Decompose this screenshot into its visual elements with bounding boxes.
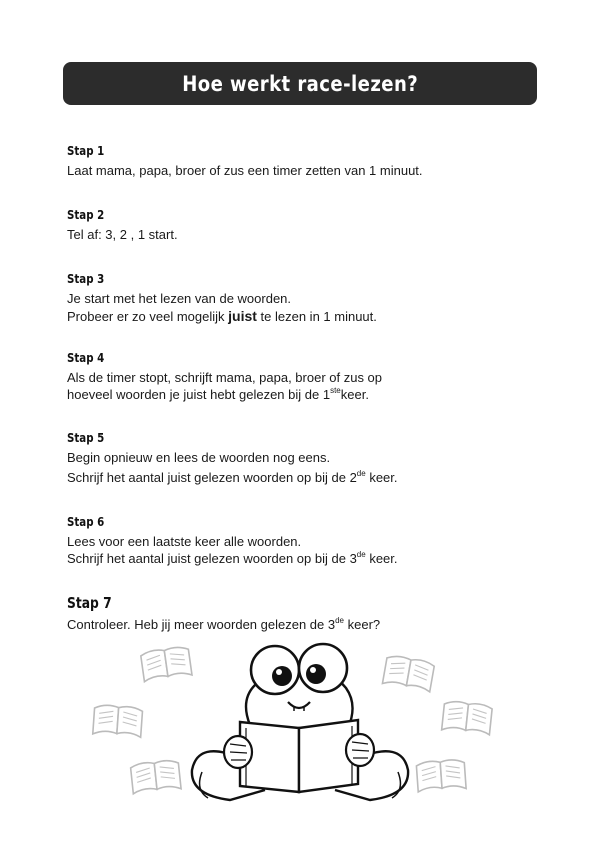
step-text: Je start met het lezen van de woorden. [67,291,292,306]
step-text: Tel af: 3, 2 , 1 start. [67,227,178,242]
step-label: Stap 4 [67,350,105,365]
step-label: Stap 2 [67,207,105,222]
step-text: Als de timer stopt, schrijft mama, papa, broer of zus op [67,370,383,385]
step-label: Stap 3 [67,271,105,286]
page-title: Hoe werkt race-lezen? [182,71,418,96]
title-banner [63,62,537,105]
reading-character-icon [90,640,510,815]
open-book-icon [140,646,192,682]
step-text-2: Probeer er zo veel mogelijk juist te lezen in 1 minuut. [67,308,377,324]
open-book-icon [93,704,143,737]
step-2 [67,207,537,243]
step-text-2: Schrijf het aantal juist gelezen woorden op bij de 3de keer. [67,550,398,566]
step-6 [67,514,537,567]
step-3 [67,271,537,325]
step-5 [67,430,537,486]
step-1 [67,143,537,179]
step-label: Stap 6 [67,514,105,529]
open-book-icon [382,654,434,691]
step-7 [67,594,537,633]
step-text: Lees voor een laatste keer alle woorden. [67,534,302,549]
open-book-icon [130,759,181,793]
step-4 [67,350,537,403]
step-text-2: Schrijf het aantal juist gelezen woorden op bij de 2de keer. [67,469,398,485]
step-text-2: hoeveel woorden je juist hebt gelezen bij de 1stekeer. [67,386,369,402]
open-book-icon [416,759,466,792]
step-label: Stap 7 [67,594,112,612]
open-book-icon [442,700,493,734]
step-text: Begin opnieuw en lees de woorden nog eens. [67,450,331,465]
emphasis-word: juist [228,308,257,324]
step-text: Laat mama, papa, broer of zus een timer zetten van 1 minuut. [67,163,423,178]
step-label: Stap 5 [67,430,105,445]
step-text: Controleer. Heb jij meer woorden gelezen de 3de keer? [67,616,381,632]
step-label: Stap 1 [67,143,105,158]
